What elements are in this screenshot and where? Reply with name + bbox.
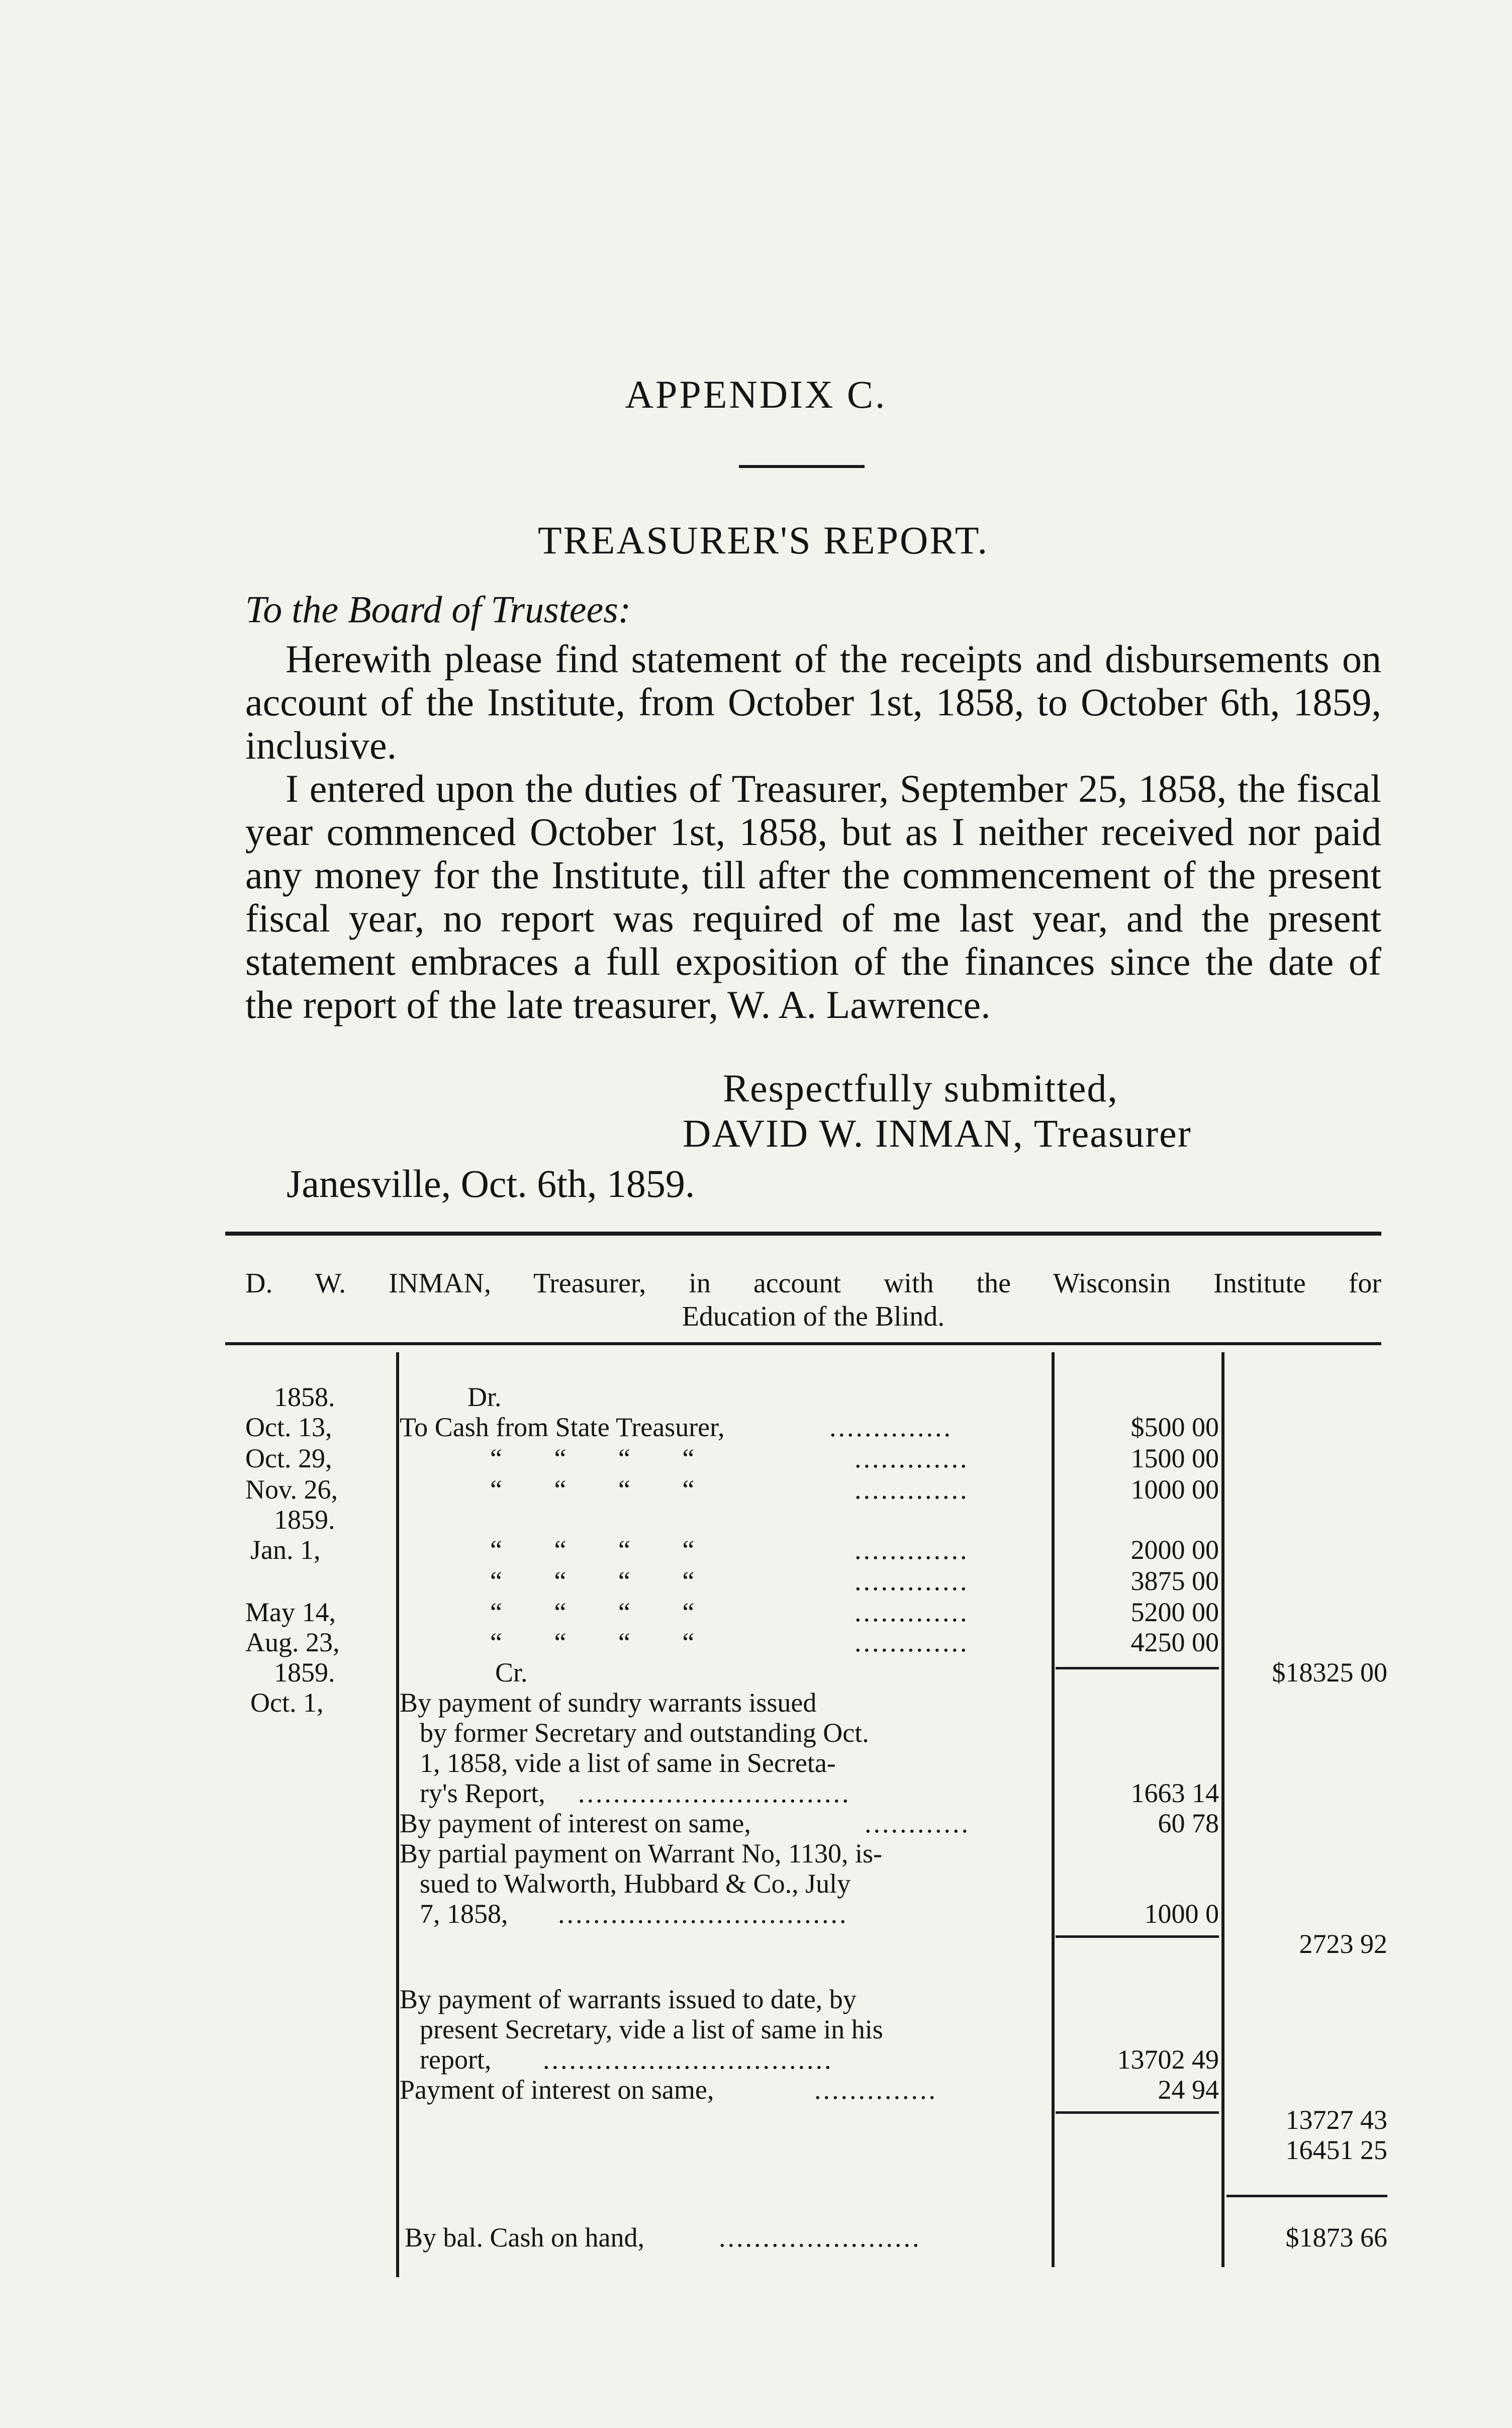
debit-desc: “ “ “ “ bbox=[490, 1535, 695, 1565]
leader-dots: ................................. bbox=[558, 1899, 848, 1929]
credit-line: By partial payment on Warrant No, 1130, is- bbox=[400, 1838, 882, 1869]
credit-line: Payment of interest on same, bbox=[400, 2075, 714, 2105]
debit-desc: “ “ “ “ bbox=[490, 1443, 695, 1473]
credit-line: 1, 1858, vide a list of same in Secreta- bbox=[420, 1748, 836, 1778]
account-heading-line-2: Education of the Blind. bbox=[682, 1301, 945, 1332]
account-heading-line-1: D. W. INMAN, Treasurer, in account with the Wisconsin Institute for bbox=[245, 1268, 1381, 1299]
appendix-title: APPENDIX C. bbox=[625, 372, 887, 416]
account-heading bbox=[245, 1267, 1381, 1333]
leader-dots: ....................... bbox=[719, 2222, 921, 2253]
credit-line: present Secretary, vide a list of same in his bbox=[420, 2014, 883, 2044]
leader-dots: ............. bbox=[855, 1535, 969, 1565]
debit-amount: 3875 00 bbox=[1130, 1566, 1219, 1596]
total-receipts: $18325 00 bbox=[1272, 1657, 1387, 1688]
closing: Respectfully submitted, bbox=[723, 1066, 1118, 1110]
year-1859-a: 1859. bbox=[274, 1505, 335, 1535]
credit-line: ry's Report, bbox=[420, 1778, 545, 1808]
debit-desc: “ “ “ “ bbox=[490, 1597, 695, 1627]
subtotal-present: 13727 43 bbox=[1285, 2105, 1387, 2135]
debit-desc: To Cash from State Treasurer, bbox=[400, 1412, 725, 1442]
credit-line: By payment of sundry warrants issued bbox=[400, 1688, 817, 1718]
sum-rule bbox=[1056, 1935, 1219, 1938]
credit-date: Oct. 1, bbox=[250, 1688, 324, 1718]
paragraph-receipts: Herewith please find statement of the receipts and disbursements on account of the Institute, from October 1st, 1858, to October 6th, 1859, inclusive. bbox=[245, 637, 1381, 767]
credit-amount: 1663 14 bbox=[1130, 1778, 1219, 1808]
section-rule-top bbox=[225, 1232, 1381, 1236]
credit-line: By payment of interest on same, bbox=[400, 1808, 751, 1838]
debit-amount: $500 00 bbox=[1130, 1412, 1219, 1442]
leader-dots: ............. bbox=[855, 1597, 969, 1627]
leader-dots: ................................. bbox=[543, 2044, 833, 2075]
debit-date: May 14, bbox=[245, 1597, 336, 1627]
section-rule-bottom bbox=[225, 1342, 1381, 1345]
leader-dots: ............. bbox=[855, 1566, 969, 1596]
debit-amount: 4250 00 bbox=[1130, 1627, 1219, 1657]
salutation: To the Board of Trustees: bbox=[245, 589, 631, 631]
year-1858: 1858. bbox=[274, 1382, 335, 1412]
leader-dots: ............. bbox=[855, 1474, 969, 1505]
subtotal-former: 2723 92 bbox=[1299, 1929, 1387, 1959]
debit-amount: 2000 00 bbox=[1130, 1535, 1219, 1565]
title-divider bbox=[739, 465, 865, 468]
debit-date: Nov. 26, bbox=[245, 1474, 338, 1505]
ledger-divider-total bbox=[1221, 1352, 1224, 2267]
credit-amount: 1000 0 bbox=[1144, 1899, 1219, 1929]
leader-dots: ............. bbox=[855, 1443, 969, 1473]
total-disbursed: 16451 25 bbox=[1285, 2135, 1387, 2165]
leader-dots: ............. bbox=[855, 1627, 969, 1657]
report-title: TREASURER'S REPORT. bbox=[538, 518, 989, 562]
year-1859-b: 1859. bbox=[274, 1657, 335, 1688]
paragraph-duties: I entered upon the duties of Treasurer, September 25, 1858, the fiscal year commenced October 1st, 1858, but as I neither received nor paid any money for the Institute, till after the commencement of the present fiscal year, no report was required of me last year, and the present statement embraces a full exposition of the finances since the date of the report of the late treasurer, W. A. Lawrence. bbox=[245, 767, 1381, 1026]
sum-rule bbox=[1056, 2111, 1219, 2114]
balance-rule bbox=[1226, 2195, 1387, 2197]
dr-label: Dr. bbox=[467, 1382, 502, 1412]
debit-date: Oct. 13, bbox=[245, 1412, 332, 1442]
credit-amount: 13702 49 bbox=[1117, 2044, 1219, 2075]
credit-amount: 60 78 bbox=[1158, 1808, 1219, 1838]
ledger-divider-date bbox=[396, 1352, 399, 2277]
credit-line: By payment of warrants issued to date, by bbox=[400, 1984, 857, 2014]
debit-desc: “ “ “ “ bbox=[490, 1627, 695, 1657]
debit-date: Aug. 23, bbox=[245, 1627, 340, 1657]
credit-line: 7, 1858, bbox=[420, 1899, 508, 1929]
sum-rule bbox=[1056, 1667, 1219, 1669]
cr-label: Cr. bbox=[495, 1657, 528, 1688]
debit-amount: 1000 00 bbox=[1130, 1474, 1219, 1505]
debit-desc: “ “ “ “ bbox=[490, 1474, 695, 1505]
credit-line: report, bbox=[420, 2044, 492, 2075]
place-date: Janesville, Oct. 6th, 1859. bbox=[287, 1162, 695, 1205]
credit-line: by former Secretary and outstanding Oct. bbox=[420, 1718, 869, 1748]
balance-desc: By bal. Cash on hand, bbox=[405, 2222, 644, 2253]
leader-dots: .............. bbox=[814, 2075, 937, 2105]
debit-desc: “ “ “ “ bbox=[490, 1566, 695, 1596]
debit-date: Oct. 29, bbox=[245, 1443, 332, 1473]
credit-amount: 24 94 bbox=[1158, 2075, 1219, 2105]
leader-dots: ............................... bbox=[578, 1778, 851, 1808]
debit-amount: 1500 00 bbox=[1130, 1443, 1219, 1473]
credit-line: sued to Walworth, Hubbard & Co., July bbox=[420, 1869, 851, 1899]
signature: DAVID W. INMAN, Treasurer bbox=[683, 1111, 1192, 1155]
leader-dots: ............ bbox=[865, 1808, 970, 1838]
ledger-divider-amount bbox=[1052, 1352, 1055, 2267]
leader-dots: .............. bbox=[829, 1412, 953, 1442]
debit-date: Jan. 1, bbox=[250, 1535, 321, 1565]
debit-amount: 5200 00 bbox=[1130, 1597, 1219, 1627]
balance-amount: $1873 66 bbox=[1285, 2222, 1387, 2253]
